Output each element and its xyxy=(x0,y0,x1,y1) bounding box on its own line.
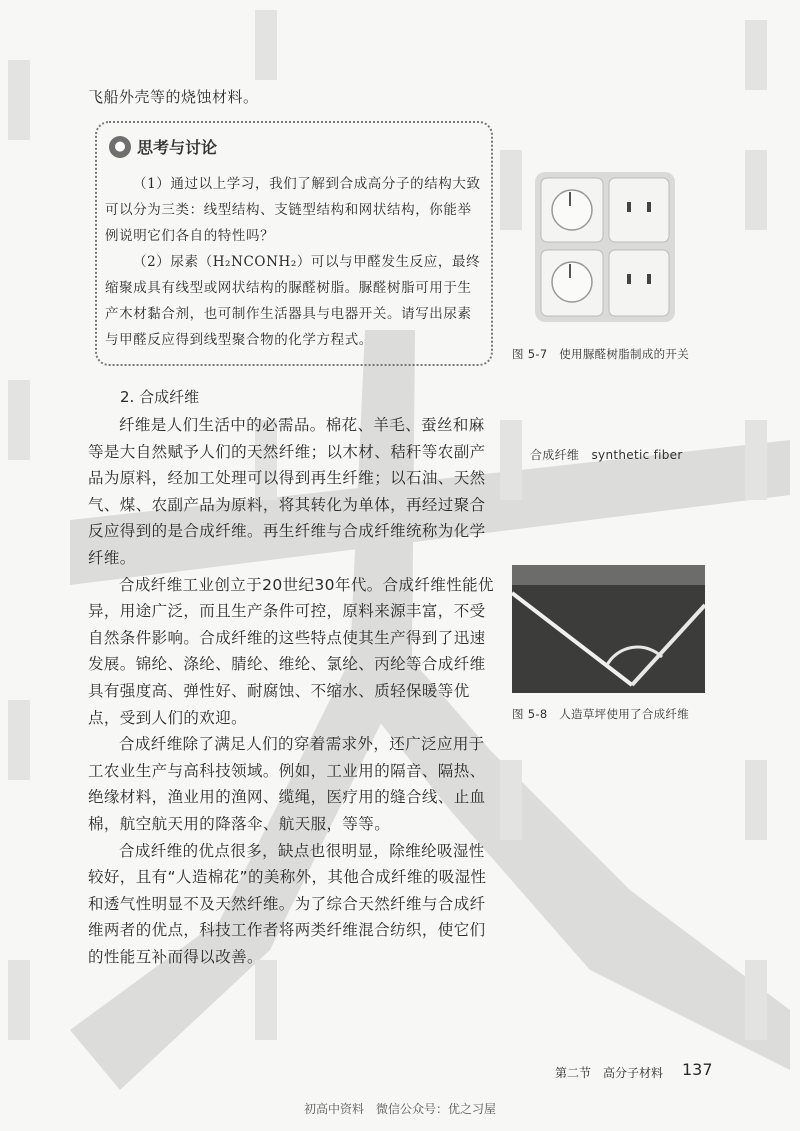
paragraph-3: 合成纤维除了满足人们的穿着需求外，还广泛应用于工农业生产与高科技领域。例如，工业用的隔音、隔热、绝缘材料，渔业用的渔网、缆绳，医疗用的缝合线、止血棉，航空航天用的降落伞、航天服，等等。 xyxy=(88,735,486,833)
page-number: 137 xyxy=(682,1060,713,1079)
section-title: 2. 合成纤维 xyxy=(120,388,200,406)
figure-5-7-caption: 图 5-7 使用脲醛树脂制成的开关 xyxy=(512,347,690,361)
paragraph-4: 合成纤维的优点很多，缺点也很明显，除维纶吸湿性较好，且有“人造棉花”的美称外，其他合成纤维的吸湿性和透气性明显不及天然纤维。为了综合天然纤维与合成纤维两者的优点，科技工作者将两类纤维混合纺织，使它们的性能互补而得以改善。 xyxy=(88,841,487,966)
think-discuss-body xyxy=(105,171,483,353)
question-2: （2）尿素（H₂NCONH₂）可以与甲醛发生反应，最终缩聚成具有线型或网状结构的脲醛树脂。脲醛树脂可用于生产木材黏合剂，也可制作生活器具与电器开关。请写出尿素与甲醛反应得到线型聚合物的化学方程式。 xyxy=(105,254,481,348)
figure-5-8-turf-photo xyxy=(512,565,705,693)
figure-5-7-switch-photo xyxy=(535,172,675,322)
think-discuss-box xyxy=(95,121,493,366)
bottom-watermark-note: 初高中资料 微信公众号：优之习屋 xyxy=(303,1102,496,1116)
margin-term: 合成纤维 synthetic fiber xyxy=(530,448,683,462)
think-discuss-title: 思考与讨论 xyxy=(137,138,218,157)
discussion-icon: ● xyxy=(109,136,131,158)
previous-paragraph-end: 飞船外壳等的烧蚀材料。 xyxy=(88,88,259,106)
paragraph-2: 合成纤维工业创立于20世纪30年代。合成纤维性能优异，用途广泛，而且生产条件可控，原料来源丰富，不受自然条件影响。合成纤维的这些特点使其生产得到了迅速发展。锦纶、涤纶、腈纶、维纶、氯纶、丙纶等合成纤维具有强度高、弹性好、耐腐蚀、不缩水、质轻保暖等优点，受到人们的欢迎。 xyxy=(88,575,494,727)
think-discuss-header xyxy=(109,135,217,158)
question-1: （1）通过以上学习，我们了解到合成高分子的结构大致可以分为三类：线型结构、支链型结构和网状结构，你能举例说明它们各自的特性吗？ xyxy=(105,176,481,244)
main-body-text xyxy=(88,412,494,970)
paragraph-1: 纤维是人们生活中的必需品。棉花、羊毛、蚕丝和麻等是大自然赋予人们的天然纤维；以木材、秸秆等农副产品为原料，经加工处理可以得到再生纤维；以石油、天然气、煤、农副产品为原料，将其转化为单体，再经过聚合反应得到的是合成纤维。再生纤维与合成纤维统称为化学纤维。 xyxy=(88,416,486,567)
footer-section-name: 第二节 高分子材料 xyxy=(555,1066,664,1080)
figure-5-8-caption: 图 5-8 人造草坪使用了合成纤维 xyxy=(512,707,690,721)
